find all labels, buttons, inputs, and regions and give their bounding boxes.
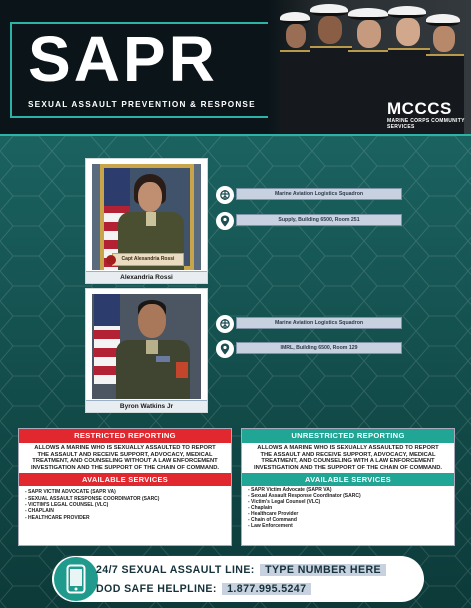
contact-photo-1 — [92, 164, 201, 270]
contact-location-1: Supply, Building 6500, Room 251 — [236, 214, 402, 226]
list-item: - SEXUAL ASSAULT RESPONSE COORDINATOR (SARC) — [25, 495, 160, 502]
contact-card-1 — [85, 158, 208, 284]
assault-line-label: 24/7 SEXUAL ASSAULT LINE: — [96, 564, 255, 576]
list-item: - Healthcare Provider — [248, 511, 299, 517]
restricted-services-list — [19, 486, 231, 523]
safe-helpline-label: DOD SAFE HELPLINE: — [96, 583, 217, 595]
list-item: - SAPR Victim Advocate (SAPR VA) — [248, 487, 332, 494]
assault-line-number: TYPE NUMBER HERE — [260, 564, 386, 576]
restricted-title: RESTRICTED REPORTING — [19, 429, 231, 443]
map-pin-icon — [216, 340, 234, 358]
contact-location-2: IMRL, Building 6500, Room 129 — [236, 342, 402, 354]
page-subtitle: SEXUAL ASSAULT PREVENTION & RESPONSE — [26, 100, 272, 109]
restricted-services-title: AVAILABLE SERVICES — [19, 473, 231, 486]
contact-name-1: Alexandria Rossi — [86, 271, 207, 283]
restricted-reporting-box — [18, 428, 232, 546]
contact-card-2 — [85, 288, 208, 413]
safe-helpline — [96, 583, 311, 595]
unrestricted-services-title: AVAILABLE SERVICES — [242, 473, 454, 486]
unrestricted-services-list — [242, 486, 454, 532]
list-item: - VICTIM'S LEGAL COUNSEL (VLC) — [25, 501, 109, 508]
list-item: - CHAPLAIN — [25, 508, 54, 515]
list-item: - SAPR VICTIM ADVOCATE (SAPR VA) — [25, 489, 116, 496]
page-title: SAPR — [28, 23, 218, 95]
header-banner — [0, 0, 471, 136]
unrestricted-description: ALLOWS A MARINE WHO IS SEXUALLY ASSAULTED TO REPORT THE ASSAULT AND RECEIVE SUPPORT, ADVOCACY, MEDICAL TREATMENT, AND COUNSELING WITH A LAW ENFORCEMENT INVESTIGATION AND THE SUPPORT OF THE CHAIN OF COMMAND. — [253, 445, 443, 471]
contact-photo-2 — [92, 294, 201, 399]
restricted-description: ALLOWS A MARINE WHO IS SEXUALLY ASSAULTED TO REPORT THE ASSAULT AND RECEIVE SUPPORT, ADVOCACY, MEDICAL TREATMENT, AND COUNSELING WITHOUT A LAW ENFORCEMENT INVESTIGATION AND THE SUPPORT OF THE CHAIN OF COMMAND. — [30, 445, 220, 471]
unrestricted-title: UNRESTRICTED REPORTING — [242, 429, 454, 443]
contact-unit-1: Marine Aviation Logistics Squadron — [236, 188, 402, 200]
logo-text: MCCCS — [387, 99, 452, 118]
list-item: - Victim's Legal Counsel (VLC) — [248, 499, 321, 506]
list-item: - HEALTHCARE PROVIDER — [25, 514, 90, 521]
logo-subtext: MARINE CORPS COMMUNITY SERVICES — [387, 118, 465, 130]
list-item: - Sexual Assault Response Coordinator (SARC) — [248, 493, 361, 500]
safe-helpline-number: 1.877.995.5247 — [222, 583, 311, 595]
unrestricted-reporting-box — [241, 428, 455, 546]
contact-unit-2: Marine Aviation Logistics Squadron — [236, 317, 402, 329]
frame-nameplate-1: Capt Alexandria Rossi — [112, 253, 184, 266]
helpline-banner — [52, 556, 424, 602]
map-pin-icon — [216, 212, 234, 230]
phone-icon — [54, 557, 98, 601]
mcccs-logo — [387, 100, 465, 130]
assault-line — [96, 564, 386, 576]
contact-name-2: Byron Watkins Jr — [86, 400, 207, 412]
list-item: - Chaplain — [248, 505, 273, 512]
ega-emblem-icon — [216, 315, 234, 333]
ega-emblem-icon — [216, 186, 234, 204]
list-item: - Law Enforcement — [248, 522, 293, 529]
list-item: - Chain of Command — [248, 516, 297, 523]
